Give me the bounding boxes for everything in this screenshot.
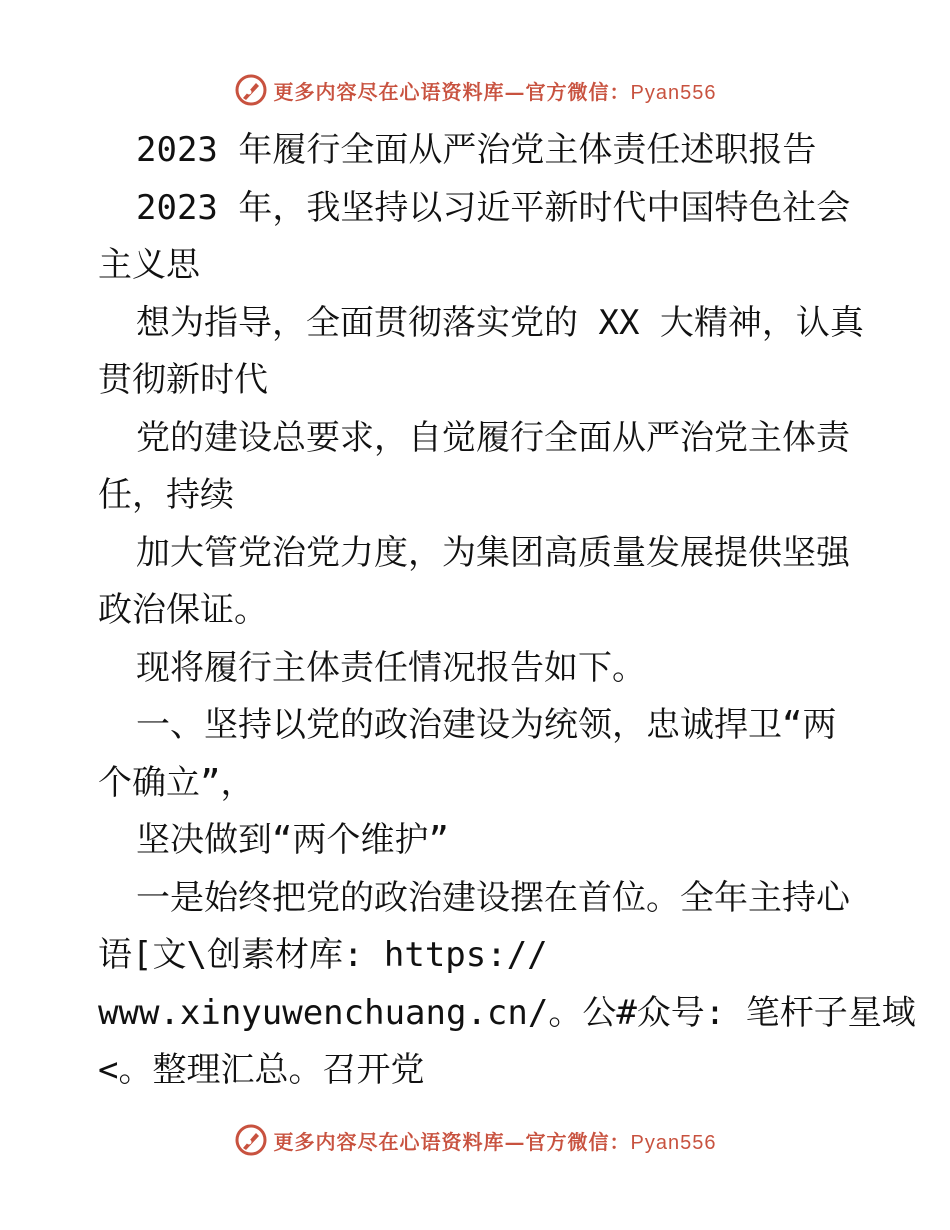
document-line: 任，持续: [98, 475, 234, 515]
document-line: 2023 年，我坚持以习近平新时代中国特色社会: [136, 187, 851, 228]
pen-logo-icon: [234, 73, 268, 107]
document-line: 个确立”，: [98, 762, 255, 803]
document-line: 想为指导，全面贯彻落实党的 XX 大精神，认真: [136, 302, 864, 343]
document-line: 坚决做到“两个维护”: [136, 820, 449, 860]
watermark-banner-top: [0, 70, 950, 110]
document-line: 主义思: [98, 245, 200, 285]
document-line: 政治保证。: [98, 590, 268, 630]
watermark-banner-bottom: [0, 1120, 950, 1160]
document-line: 一是始终把党的政治建设摆在首位。全年主持心: [136, 877, 850, 918]
watermark-handle: Pyan556: [630, 81, 717, 104]
document-line: 一、坚持以党的政治建设为统领，忠诚捍卫“两: [136, 705, 837, 745]
document-line: 贯彻新时代: [98, 360, 268, 400]
document-line: 语[文\创素材库: https://: [98, 935, 548, 975]
pen-logo-icon: [234, 1123, 268, 1157]
watermark-text: 更多内容尽在心语资料库—官方微信：Pyan556: [273, 79, 717, 104]
watermark-handle: Pyan556: [630, 1131, 717, 1154]
document-line: 加大管党治党力度，为集团高质量发展提供坚强: [136, 532, 850, 573]
document-body: [98, 122, 916, 1100]
document-line: 党的建设总要求，自觉履行全面从严治党主体责: [136, 417, 850, 458]
document-line: 现将履行主体责任情况报告如下。: [136, 647, 646, 688]
document-line: <。整理汇总。召开党: [98, 1050, 425, 1090]
document-line: www.xinyuwenchuang.cn/。公#众号: 笔杆子星域: [98, 992, 916, 1033]
watermark-text: 更多内容尽在心语资料库—官方微信：Pyan556: [273, 1129, 717, 1154]
document-line: 2023 年履行全面从严治党主体责任述职报告: [136, 130, 817, 170]
